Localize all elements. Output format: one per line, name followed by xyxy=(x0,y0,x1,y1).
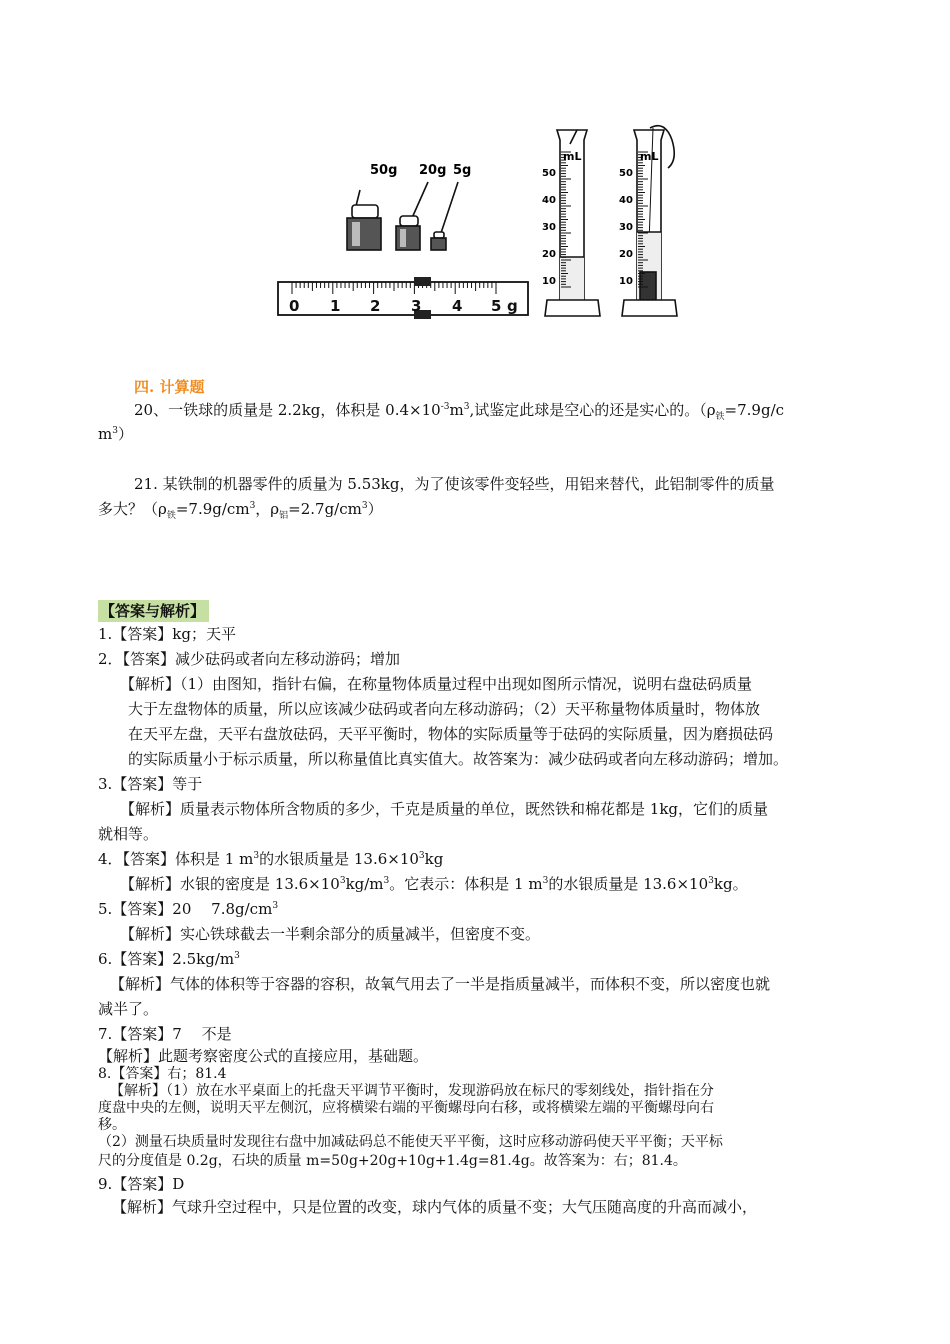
answer-9-explanation: 【解析】气球升空过程中，只是位置的改变，球内气体的质量不变；大气压随高度的升高而减小， xyxy=(112,1198,758,1216)
section-title-calculation: 四. 计算题 xyxy=(134,378,205,396)
answer-5-explanation: 【解析】实心铁球截去一半剩余部分的质量减半，但密度不变。 xyxy=(120,925,541,943)
weight-label-20g: 20g xyxy=(419,163,447,178)
answer-3: 3.【答案】等于 xyxy=(98,775,203,793)
question-21-line-1: 21. 某铁制的机器零件的质量为 5.53kg，为了使该零件变轻些，用铝来替代，此铝制零件的质量 xyxy=(134,475,775,493)
cyl1-tick-50: 50 xyxy=(542,168,556,179)
cyl2-tick-40: 40 xyxy=(619,195,633,206)
scale-tick-5: 5 xyxy=(491,297,502,315)
cyl1-tick-10: 10 xyxy=(542,276,556,287)
cylinder-1-unit: mL xyxy=(563,150,582,163)
answers-section-title: 【答案与解析】 xyxy=(98,600,209,622)
cyl2-tick-50: 50 xyxy=(619,168,633,179)
answer-8-explanation-line-1: 【解析】（1）放在水平桌面上的托盘天平调节平衡时，发现游码放在标尺的零刻线处，指针指在分 xyxy=(110,1083,714,1099)
weights-illustration xyxy=(347,182,458,250)
weight-label-50g: 50g xyxy=(370,163,398,178)
cylinder-2-unit: mL xyxy=(640,150,659,163)
answer-9: 9.【答案】D xyxy=(98,1175,185,1193)
answer-7: 7.【答案】7 不是 xyxy=(98,1025,232,1043)
answer-1: 1.【答案】kg；天平 xyxy=(98,625,237,643)
cyl2-tick-30: 30 xyxy=(619,222,633,233)
cyl1-tick-40: 40 xyxy=(542,195,556,206)
balance-and-cylinders-figure xyxy=(0,0,950,340)
question-20-line-2: $m^3$） xyxy=(98,425,133,443)
cyl1-tick-20: 20 xyxy=(542,249,556,260)
answer-2-explanation-line-2: 大于左盘物体的质量，所以应该减少砝码或者向左移动游码；（2）天平称量物体质量时，物体放 xyxy=(128,700,761,718)
answer-7-explanation: 【解析】此题考察密度公式的直接应用，基础题。 xyxy=(98,1047,429,1065)
answer-6-explanation-line-1: 【解析】气体的体积等于容器的容积，故氧气用去了一半是指质量减半，而体积不变，所以密度也就 xyxy=(110,975,771,993)
answer-8-explanation-line-3: 移。 xyxy=(98,1117,126,1133)
answer-3-explanation-line-1: 【解析】质量表示物体所含物质的多少，千克是质量的单位，既然铁和棉花都是 1kg，它们的质量 xyxy=(120,800,769,818)
answer-5: 5.【答案】20 $7.8g/cm^3$ xyxy=(98,900,279,918)
scale-tick-3: 3 xyxy=(411,297,422,315)
answer-2-explanation-line-1: 【解析】（1）由图知，指针右偏，在称量物体质量过程中出现如图所示情况，说明右盘砝码质量 xyxy=(120,675,753,693)
scale-unit: g xyxy=(507,297,518,315)
scale-tick-4: 4 xyxy=(452,297,463,315)
weight-label-5g: 5g xyxy=(453,163,472,178)
scale-tick-2: 2 xyxy=(370,297,381,315)
answer-8: 8.【答案】右；81.4 xyxy=(98,1066,227,1082)
answer-2-explanation-line-3: 在天平左盘，天平右盘放砝码，天平平衡时，物体的实际质量等于砝码的实际质量，因为磨损砝码 xyxy=(128,725,774,743)
cyl1-tick-30: 30 xyxy=(542,222,556,233)
question-21-line-2: 多大？（$\rho_铁=7.9g/cm^3$，$\rho_铝=2.7g/cm^3$） xyxy=(98,500,383,521)
cyl2-tick-20: 20 xyxy=(619,249,633,260)
answer-3-explanation-line-2: 就相等。 xyxy=(98,825,159,843)
answer-2: 2．【答案】减少砝码或者向左移动游码；增加 xyxy=(98,650,401,668)
answer-2-explanation-line-4: 的实际质量小于标示质量，所以称量值比真实值大。故答案为：减少砝码或者向左移动游码；增加。 xyxy=(128,750,789,768)
cyl2-tick-10: 10 xyxy=(619,276,633,287)
scale-tick-0: 0 xyxy=(289,297,300,315)
answer-4-explanation: 【解析】水银的密度是 $13.6\times 10^3kg/m^3$。它表示：体积是 1 $m^3$的水银质量是 $13.6\times 10^3kg$。 xyxy=(120,875,748,893)
answer-6: 6.【答案】$2.5kg/m^3$ xyxy=(98,950,240,968)
scale-tick-1: 1 xyxy=(330,297,341,315)
question-20-line-1: 20、一铁球的质量是 2.2kg，体积是 $0.4\times 10^{-3}m^3$,试鉴定此球是空心的还是实心的。（$\rho_铁=7.9g/c$ xyxy=(134,401,785,422)
answer-8-explanation-line-5: 尺的分度值是 0.2g，石块的质量 m=50g+20g+10g+1.4g=81.4g。故答案为：右；81.4。 xyxy=(98,1153,687,1169)
answer-4: 4．【答案】体积是 1 $m^3$的水银质量是 $13.6\times 10^3kg$ xyxy=(98,850,444,868)
answer-6-explanation-line-2: 减半了。 xyxy=(98,1000,159,1018)
answer-8-explanation-line-4: （2）测量石块质量时发现往右盘中加减砝码总不能使天平平衡，这时应移动游码使天平平衡；天平标 xyxy=(98,1134,723,1150)
answer-8-explanation-line-2: 度盘中央的左侧，说明天平左侧沉，应将横梁右端的平衡螺母向右移，或将横梁左端的平衡螺母向右 xyxy=(98,1100,714,1116)
